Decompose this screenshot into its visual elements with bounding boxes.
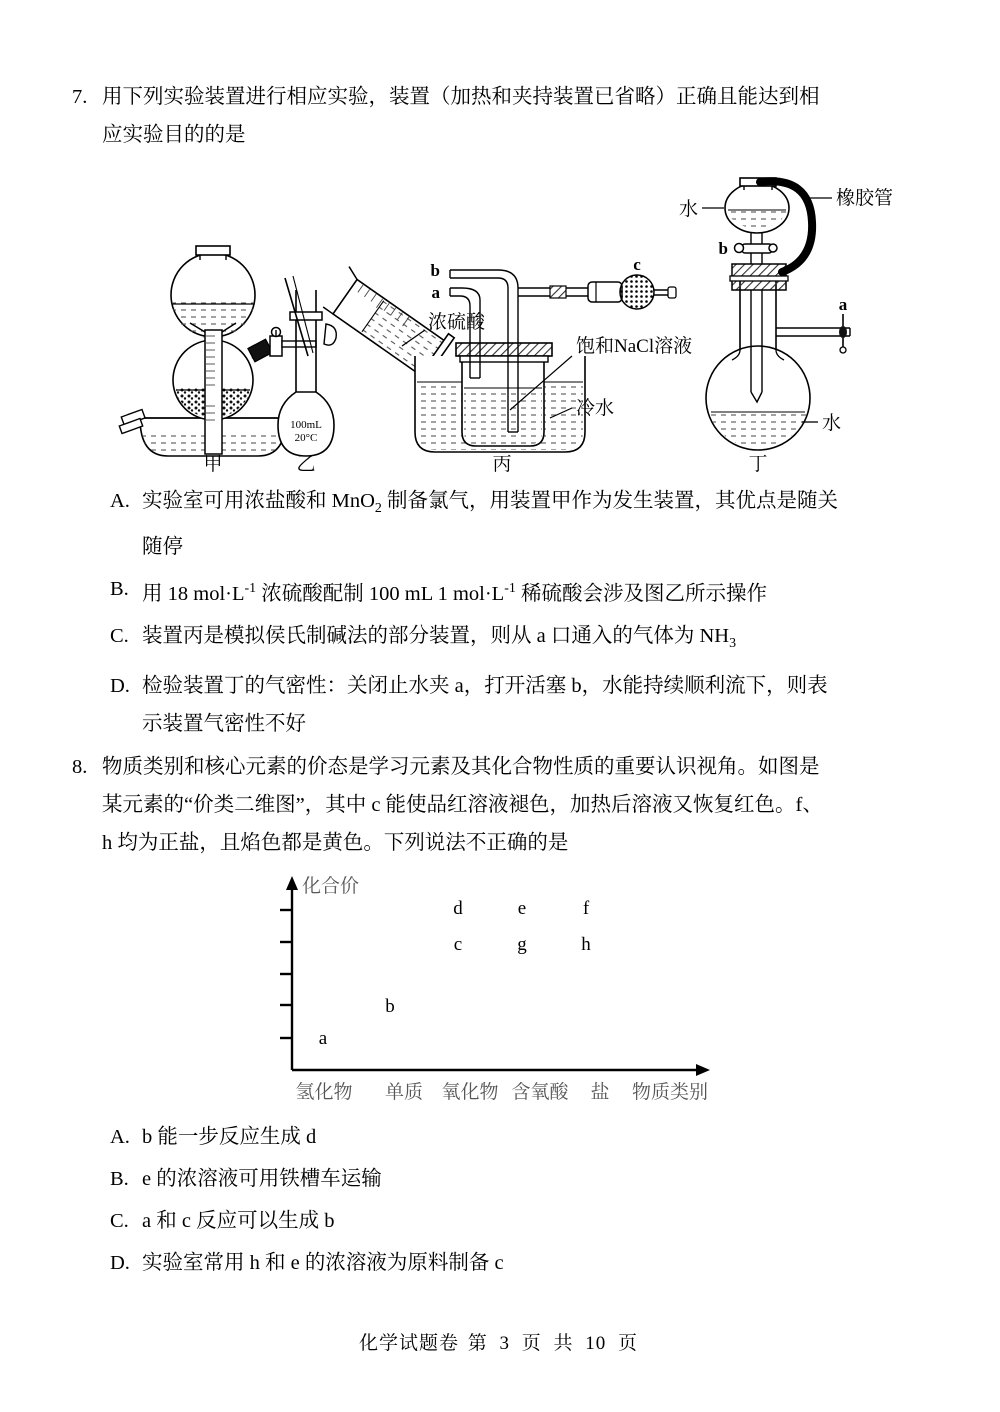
q8-option-a-letter: A.	[110, 1126, 130, 1148]
clamp-a-label: a	[838, 295, 848, 314]
x-category-salt: 盐	[590, 1082, 610, 1103]
footer-page-number: 3	[499, 1333, 510, 1354]
water-upper-label: 水	[678, 199, 698, 220]
data-point-a: a	[318, 1028, 328, 1049]
option-c-subscript: 3	[729, 636, 737, 652]
option-a-text	[142, 482, 965, 566]
question-7-number: 7.	[72, 86, 88, 108]
footer-unit-2: 页	[618, 1333, 639, 1354]
footer-exam-label: 化学试题卷	[358, 1333, 459, 1354]
footer-unit-1: 页	[521, 1333, 542, 1354]
concentrated-sulfuric-acid-label: 浓硫酸	[428, 312, 486, 333]
q8-option-b-text: e 的浓溶液可用铁槽车运输	[142, 1168, 382, 1190]
cold-water-label: 冷水	[576, 398, 615, 419]
question-8	[72, 748, 962, 862]
apparatus-figure	[110, 160, 900, 475]
question-7-option-a[interactable]	[110, 482, 965, 566]
port-b-label: b	[430, 261, 440, 280]
q8-option-a-text: b 能一步反应生成 d	[142, 1126, 317, 1148]
rubber-tube-label: 橡胶管	[836, 188, 894, 209]
q8-option-d-text: 实验室常用 h 和 e 的浓溶液为原料制备 c	[142, 1252, 504, 1274]
page-footer	[0, 1328, 1000, 1355]
question-8-number: 8.	[72, 756, 88, 778]
footer-total-number: 10	[585, 1333, 607, 1354]
apparatus-caption-yi: 乙	[296, 454, 316, 475]
question-8-stem-line-2: 某元素的“价类二维图”，其中 c 能使品红溶液褪色，加热后溶液又恢复红色。f、	[102, 794, 823, 816]
option-a-part-1: 实验室可用浓盐酸和 MnO	[142, 490, 375, 512]
x-category-element: 单质	[384, 1082, 424, 1103]
option-b-letter: B.	[110, 578, 129, 601]
question-8-options	[110, 1118, 965, 1286]
flask-temp-label: 20°C	[294, 432, 318, 444]
question-7-option-d[interactable]	[110, 667, 965, 743]
option-b-sup-1: -1	[244, 581, 257, 597]
option-d-text	[142, 667, 965, 743]
option-b-part-1: 用 18 mol·L	[142, 582, 245, 605]
footer-page-word: 第	[467, 1333, 488, 1354]
option-a-letter: A.	[110, 490, 130, 512]
option-d-line-2: 示装置气密性不好	[142, 713, 306, 736]
option-b-sup-2: -1	[504, 581, 516, 597]
data-point-b: b	[385, 996, 395, 1017]
option-d-letter: D.	[110, 675, 130, 698]
option-a-line-2: 随停	[142, 536, 183, 559]
question-8-stem-line-1: 物质类别和核心元素的价态是学习元素及其化合物性质的重要认识视角。如图是	[102, 756, 820, 778]
question-8-option-d[interactable]	[110, 1244, 965, 1282]
q8-option-c-letter: C.	[110, 1210, 129, 1232]
apparatus-caption-ding: 丁	[748, 454, 768, 475]
apparatus-bing	[415, 255, 692, 475]
option-c-text	[142, 617, 965, 663]
apparatus-ding	[679, 178, 893, 475]
x-category-hydride: 氢化物	[295, 1082, 353, 1103]
question-7-options	[110, 482, 965, 747]
q8-option-b-letter: B.	[110, 1168, 129, 1190]
data-point-g: g	[517, 934, 527, 955]
water-lower-label: 水	[822, 413, 842, 434]
apparatus-caption-bing: 丙	[492, 454, 512, 475]
question-8-stem	[72, 748, 962, 862]
question-7-stem	[72, 78, 962, 154]
question-8-stem-text	[102, 748, 962, 862]
question-8-stem-line-3: h 均为正盐，且焰色都是黄色。下列说法不正确的是	[102, 832, 569, 854]
option-d-line-1: 检验装置丁的气密性：关闭止水夹 a，打开活塞 b，水能持续顺利流下，则表	[142, 675, 828, 698]
data-point-d: d	[453, 898, 463, 919]
q8-option-c-text: a 和 c 反应可以生成 b	[142, 1210, 335, 1232]
question-7-stem-line-1: 用下列实验装置进行相应实验，装置（加热和夹持装置已省略）正确且能达到相	[102, 86, 820, 108]
option-b-part-2: 浓硫酸配制 100 mL 1 mol·L	[256, 582, 505, 605]
drying-tube-c-label: c	[633, 255, 641, 274]
question-7-option-c[interactable]	[110, 617, 965, 663]
valence-category-chart	[270, 870, 740, 1115]
question-8-option-b[interactable]	[110, 1160, 965, 1198]
data-point-c: c	[453, 934, 463, 955]
data-point-h: h	[581, 934, 591, 955]
x-category-oxyacid: 含氧酸	[511, 1082, 569, 1103]
option-c-part-1: 装置丙是模拟侯氏制碱法的部分装置，则从 a 口通入的气体为 NH	[142, 624, 730, 647]
option-c-letter: C.	[110, 624, 129, 647]
q8-option-d-letter: D.	[110, 1252, 130, 1274]
option-b-text	[142, 570, 965, 613]
apparatus-caption-jia: 甲	[203, 454, 223, 475]
x-category-oxide: 氧化物	[441, 1082, 499, 1103]
footer-total-word: 共	[553, 1333, 574, 1354]
flask-volume-label: 100mL	[290, 419, 322, 431]
option-a-part-2: 制备氯气，用装置甲作为发生装置，其优点是随关	[381, 490, 839, 512]
question-7-option-b[interactable]	[110, 570, 965, 613]
data-point-e: e	[517, 898, 527, 919]
y-axis-label: 化合价	[302, 876, 360, 897]
saturated-nacl-label: 饱和NaCl溶液	[576, 336, 693, 357]
question-7-stem-line-2: 应实验目的的是	[102, 124, 246, 146]
x-axis-label: 物质类别	[631, 1082, 709, 1103]
question-7	[72, 78, 962, 154]
question-8-option-a[interactable]	[110, 1118, 965, 1156]
stopcock-b-label: b	[718, 239, 728, 258]
data-point-f: f	[582, 898, 590, 919]
port-a-label: a	[431, 283, 440, 302]
question-7-stem-text	[102, 78, 962, 154]
option-b-part-3: 稀硫酸会涉及图乙所示操作	[515, 582, 767, 605]
option-a-subscript: 2	[374, 501, 382, 517]
question-8-option-c[interactable]	[110, 1202, 965, 1240]
